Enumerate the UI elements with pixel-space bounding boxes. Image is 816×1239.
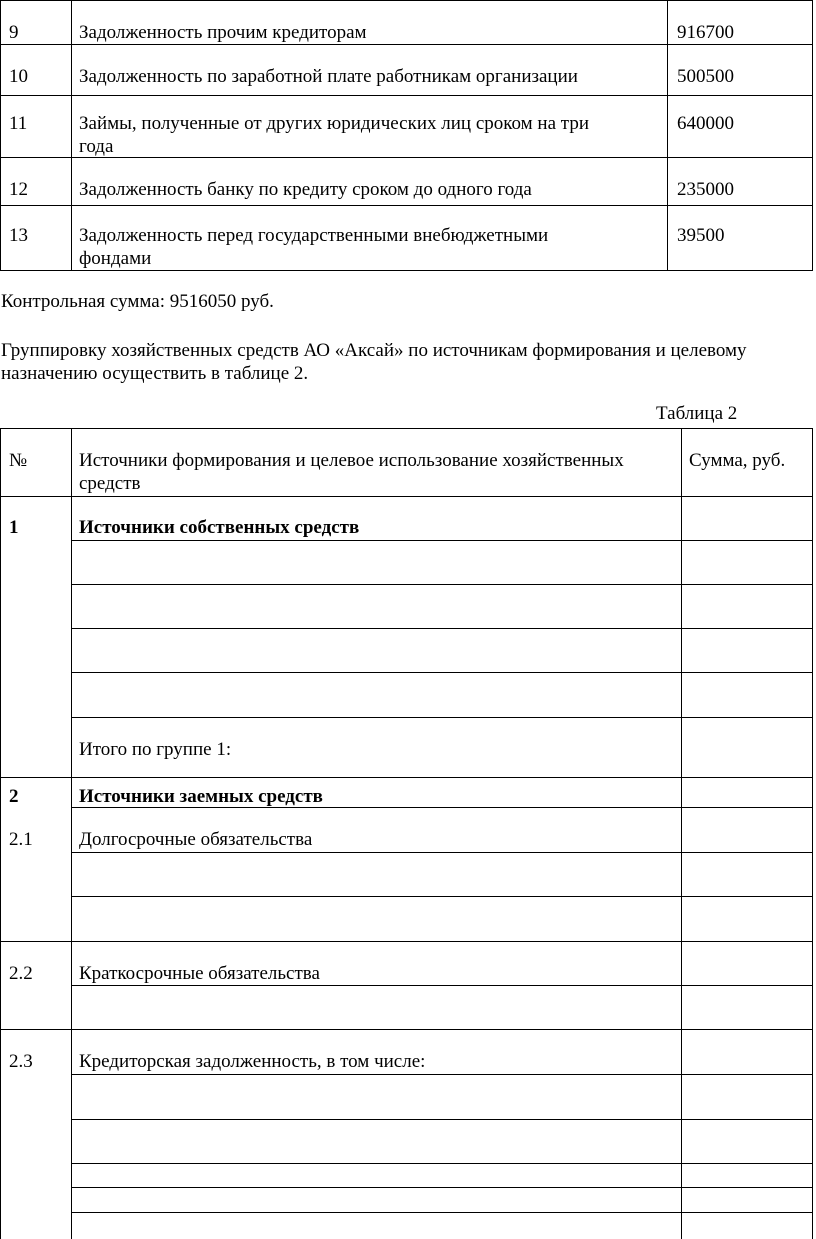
row-number: 10	[9, 66, 28, 87]
group-1-title: Источники собственных средств	[79, 517, 360, 538]
row-value: 916700	[677, 22, 734, 43]
row-value: 500500	[677, 66, 734, 87]
subgroup-2-3-title: Кредиторская задолженность, в том числе:	[79, 1051, 426, 1072]
row-name-line-2: года	[79, 136, 114, 157]
header-name-line-2: средств	[79, 473, 141, 494]
row-value: 39500	[677, 225, 725, 246]
subgroup-2-2-number: 2.2	[9, 963, 33, 984]
row-value: 235000	[677, 179, 734, 200]
row-name: Задолженность банку по кредиту сроком до одного года	[79, 179, 532, 200]
header-sum: Сумма, руб.	[689, 450, 786, 471]
group-2-title: Источники заемных средств	[79, 786, 323, 807]
row-number: 13	[9, 225, 28, 246]
row-number: 11	[9, 113, 28, 134]
subgroup-2-1-title: Долгосрочные обязательства	[79, 829, 313, 850]
subgroup-2-2-title: Краткосрочные обязательства	[79, 963, 320, 984]
row-name: Задолженность по заработной плате работникам организации	[79, 66, 578, 87]
control-sum-text: Контрольная сумма: 9516050 руб.	[1, 291, 274, 312]
row-number: 12	[9, 179, 28, 200]
instruction-line-1: Группировку хозяйственных средств АО «Аксай» по источникам формирования и целевому	[1, 340, 747, 361]
row-name: Задолженность прочим кредиторам	[79, 22, 367, 43]
row-name-line-1: Задолженность перед государственными внебюджетными	[79, 225, 549, 246]
row-name-line-1: Займы, полученные от других юридических лиц сроком на три	[79, 113, 589, 134]
header-name-line-1: Источники формирования и целевое использование хозяйственных	[79, 450, 624, 471]
row-number: 9	[9, 22, 19, 43]
header-number: №	[9, 450, 28, 471]
instruction-line-2: назначению осуществить в таблице 2.	[1, 363, 309, 384]
group-1-number: 1	[9, 517, 19, 538]
table-caption: Таблица 2	[656, 403, 738, 424]
row-name-line-2: фондами	[79, 248, 152, 269]
subgroup-2-3-number: 2.3	[9, 1051, 33, 1072]
row-value: 640000	[677, 113, 734, 134]
group-2-number: 2	[9, 786, 19, 807]
group-1-total: Итого по группе 1:	[79, 739, 232, 760]
subgroup-2-1-number: 2.1	[9, 829, 33, 850]
